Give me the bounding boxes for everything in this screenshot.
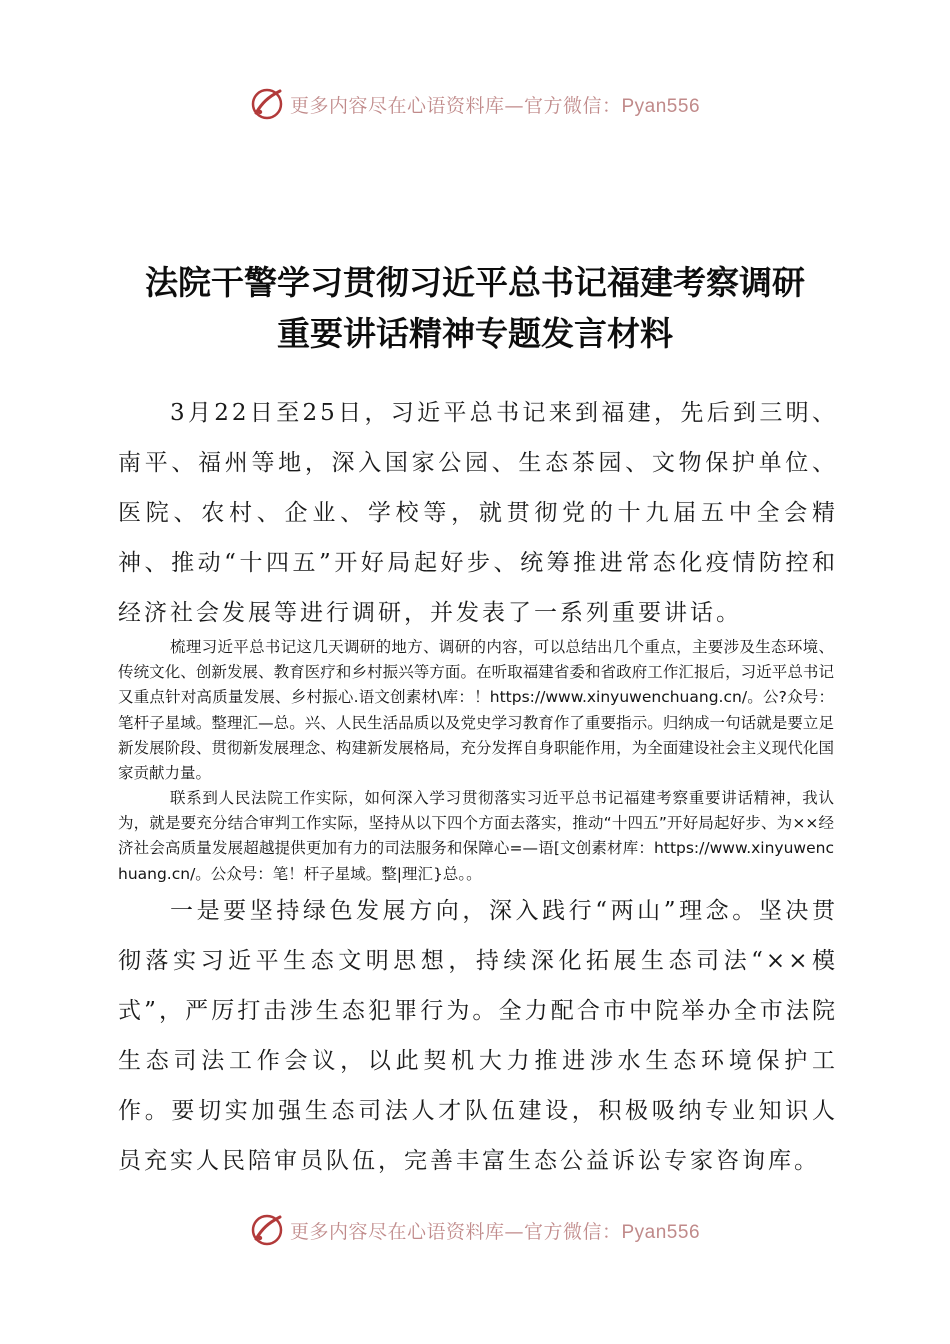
paragraph-summary: 梳理习近平总书记这几天调研的地方、调研的内容，可以总结出几个重点，主要涉及生态环境、传统文化、创新发展、教育医疗和乡村振兴等方面。在听取福建省委和省政府工作汇报后，习近平总书记又重点针对高质量发展、乡村振心.语文创素材\库：！https://www.xinyuwenchuang.cn/。公?众号：笔杆子星域。整理汇—总。兴、人民生活品质以及党史学习教育作了重要指示。归纳成一句话就是要立足新发展阶段、贯彻新发展理念、构建新发展格局，充分发挥自身职能作用，为全面建设社会主义现代化国家贡献力量。 — [118, 638, 834, 783]
header-banner-text: 更多内容尽在心语资料库—官方微信：Pyan556 — [289, 94, 701, 117]
document-title-line1: 法院干警学习贯彻习近平总书记福建考察调研 — [145, 263, 805, 302]
paragraph-intro: 3月22日至25日，习近平总书记来到福建，先后到三明、南平、福州等地，深入国家公园、生态茶园、文物保护单位、医院、农村、企业、学校等，就贯彻党的十九届五中全会精神、推动“十四五”开好局起好步、统筹推进常态化疫情防控和经济社会发展等进行调研，并发表了一系列重要讲话。 — [118, 400, 838, 626]
header-banner — [0, 84, 950, 124]
footer-banner — [0, 1210, 950, 1250]
footer-banner-text: 更多内容尽在心语资料库—官方微信：Pyan556 — [289, 1220, 701, 1243]
header-wechat-id: Pyan556 — [621, 95, 701, 117]
footer-wechat-id: Pyan556 — [621, 1221, 701, 1243]
paragraph-point-one: 一是要坚持绿色发展方向，深入践行“两山”理念。坚决贯彻落实习近平生态文明思想，持续深化拓展生态司法“××模式”，严厉打击涉生态犯罪行为。全力配合市中院举办全市法院生态司法工作会议，以此契机大力推进涉水生态环境保护工作。要切实加强生态司法人才队伍建设，积极吸纳专业知识人员充实人民陪审员队伍，完善丰富生态公益诉讼专家咨询库。 — [118, 898, 838, 1174]
paragraph-court-practice: 联系到人民法院工作实际，如何深入学习贯彻落实习近平总书记福建考察重要讲话精神，我认为，就是要充分结合审判工作实际，坚持从以下四个方面去落实，推动“十四五”开好局起好步、为××经济社会高质量发展超越提供更加有力的司法服务和保障心=—语[文创素材库：https://www.xinyuwenchuang.cn/。公众号：笔！杆子星域。整|理汇}总。。 — [118, 789, 834, 883]
document-title-line2: 重要讲话精神专题发言材料 — [277, 314, 673, 353]
logo-icon — [250, 87, 284, 121]
logo-icon — [250, 1213, 284, 1247]
